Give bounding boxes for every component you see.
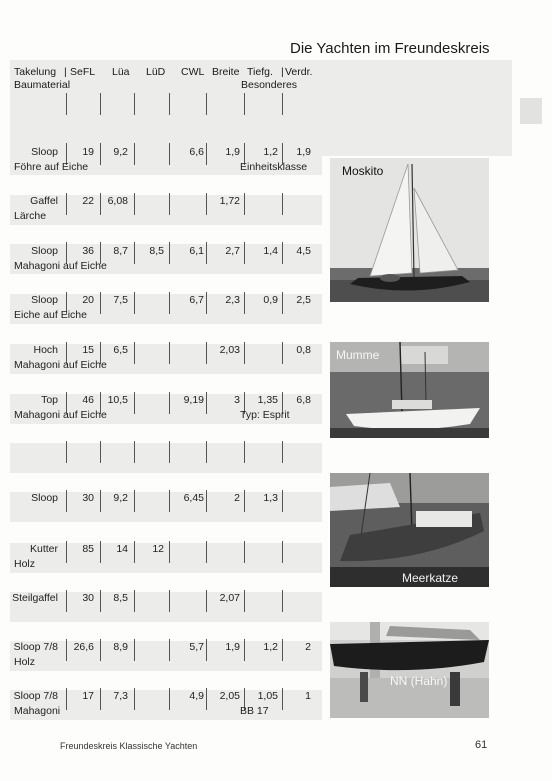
cell-sefl: 30 bbox=[82, 592, 94, 604]
column-divider bbox=[206, 93, 207, 115]
cell-takelung: Top bbox=[41, 394, 58, 406]
column-divider bbox=[206, 441, 207, 463]
cell-tiefg: 1,05 bbox=[257, 690, 278, 702]
cell-lud: 8,5 bbox=[149, 245, 164, 257]
column-divider bbox=[66, 541, 67, 563]
column-divider bbox=[206, 143, 207, 165]
cell-baumaterial: Holz bbox=[14, 558, 36, 570]
column-divider bbox=[134, 639, 135, 661]
cell-cwl: 6,1 bbox=[189, 245, 204, 257]
cell-lua: 6,5 bbox=[113, 344, 128, 356]
cell-sefl: 20 bbox=[82, 294, 94, 306]
column-divider bbox=[244, 242, 245, 264]
column-divider bbox=[244, 93, 245, 115]
column-divider bbox=[169, 342, 170, 364]
row-band bbox=[10, 95, 322, 125]
cell-lua: 8,9 bbox=[113, 641, 128, 653]
column-divider bbox=[282, 639, 283, 661]
column-divider bbox=[206, 342, 207, 364]
column-divider bbox=[206, 193, 207, 215]
column-divider bbox=[66, 639, 67, 661]
photo-caption-nn-hahn: NN (Hahn) bbox=[390, 674, 448, 688]
cell-baumaterial: Mahagoni auf Eiche bbox=[14, 359, 107, 371]
column-divider bbox=[134, 392, 135, 414]
cell-baumaterial: Mahagoni auf Eiche bbox=[14, 260, 107, 272]
column-divider bbox=[206, 292, 207, 314]
column-divider bbox=[282, 342, 283, 364]
cell-sefl: 17 bbox=[82, 690, 94, 702]
cell-takelung: Sloop bbox=[31, 492, 58, 504]
cell-breite: 3 bbox=[234, 394, 240, 406]
column-divider bbox=[169, 590, 170, 612]
column-divider bbox=[244, 441, 245, 463]
column-divider bbox=[100, 441, 101, 463]
footer-publisher: Freundeskreis Klassische Yachten bbox=[60, 741, 198, 751]
photo-caption-mumme: Mumme bbox=[336, 348, 380, 362]
column-divider bbox=[244, 342, 245, 364]
cell-sefl: 30 bbox=[82, 492, 94, 504]
column-divider bbox=[282, 93, 283, 115]
cell-verdr: 6,8 bbox=[296, 394, 311, 406]
cell-baumaterial: Mahagoni bbox=[14, 705, 61, 717]
cell-takelung: Sloop bbox=[31, 294, 58, 306]
cell-takelung: Sloop bbox=[31, 245, 58, 257]
column-divider bbox=[282, 541, 283, 563]
cell-breite: 2,7 bbox=[225, 245, 240, 257]
column-divider bbox=[244, 292, 245, 314]
column-divider bbox=[66, 590, 67, 612]
cell-breite: 1,9 bbox=[225, 641, 240, 653]
cell-lua: 8,7 bbox=[113, 245, 128, 257]
column-divider bbox=[100, 688, 101, 710]
cell-baumaterial: Lärche bbox=[14, 210, 47, 222]
column-divider bbox=[134, 93, 135, 115]
column-divider bbox=[169, 490, 170, 512]
column-divider bbox=[244, 639, 245, 661]
cell-verdr: 4,5 bbox=[296, 245, 311, 257]
cell-cwl: 6,7 bbox=[189, 294, 204, 306]
cell-cwl: 6,45 bbox=[183, 492, 204, 504]
col-header-breite: Breite bbox=[212, 66, 240, 78]
column-divider bbox=[169, 392, 170, 414]
col-header-lud: LüD bbox=[146, 66, 166, 78]
cell-lua: 9,2 bbox=[113, 492, 128, 504]
col-header-lua: Lüa bbox=[112, 66, 130, 78]
column-divider bbox=[244, 490, 245, 512]
cell-takelung: Gaffel bbox=[30, 195, 58, 207]
col-header-tiefg: Tiefg. bbox=[247, 66, 273, 78]
col-header-besonderes: Besonderes bbox=[241, 79, 298, 91]
cell-verdr: 2,5 bbox=[296, 294, 311, 306]
cell-breite: 2,07 bbox=[219, 592, 240, 604]
page-number: 61 bbox=[475, 739, 488, 751]
cell-baumaterial: Holz bbox=[14, 656, 36, 668]
column-divider bbox=[134, 688, 135, 710]
column-divider bbox=[100, 590, 101, 612]
column-divider bbox=[100, 490, 101, 512]
cell-breite: 2 bbox=[234, 492, 240, 504]
column-divider bbox=[282, 292, 283, 314]
column-divider bbox=[134, 193, 135, 215]
cell-besonderes: BB 17 bbox=[240, 705, 269, 717]
column-divider bbox=[169, 143, 170, 165]
col-header-sefl: SeFL bbox=[70, 66, 96, 78]
cell-tiefg: 1,35 bbox=[257, 394, 278, 406]
column-divider bbox=[66, 193, 67, 215]
column-divider bbox=[169, 193, 170, 215]
column-divider bbox=[134, 342, 135, 364]
cell-tiefg: 0,9 bbox=[263, 294, 278, 306]
column-divider bbox=[282, 193, 283, 215]
cell-sefl: 26,6 bbox=[73, 641, 94, 653]
column-divider bbox=[100, 93, 101, 115]
cell-sefl: 85 bbox=[82, 543, 94, 555]
column-divider bbox=[206, 242, 207, 264]
cell-lua: 10,5 bbox=[107, 394, 128, 406]
cell-tiefg: 1,2 bbox=[263, 146, 278, 158]
cell-verdr: 1 bbox=[305, 690, 311, 702]
cell-breite: 2,03 bbox=[219, 344, 240, 356]
cell-sefl: 22 bbox=[82, 195, 94, 207]
cell-lua: 8,5 bbox=[113, 592, 128, 604]
column-divider bbox=[206, 590, 207, 612]
cell-sefl: 46 bbox=[82, 394, 94, 406]
column-divider bbox=[169, 688, 170, 710]
cell-lua: 9,2 bbox=[113, 146, 128, 158]
cell-lua: 7,3 bbox=[113, 690, 128, 702]
column-divider bbox=[282, 688, 283, 710]
cell-tiefg: 1,3 bbox=[263, 492, 278, 504]
col-header-divider-2: | bbox=[281, 66, 284, 78]
column-divider bbox=[282, 490, 283, 512]
cell-baumaterial: Eiche auf Eiche bbox=[14, 309, 87, 321]
cell-tiefg: 1,4 bbox=[263, 245, 278, 257]
cell-cwl: 5,7 bbox=[189, 641, 204, 653]
cell-verdr: 1,9 bbox=[296, 146, 311, 158]
photo-caption-meerkatze: Meerkatze bbox=[402, 571, 459, 585]
column-divider bbox=[206, 688, 207, 710]
photo-nn-hahn bbox=[330, 622, 489, 718]
column-divider bbox=[100, 143, 101, 165]
cell-breite: 1,9 bbox=[225, 146, 240, 158]
photo-moskito bbox=[330, 158, 489, 302]
column-divider bbox=[206, 392, 207, 414]
cell-takelung: Sloop bbox=[31, 146, 58, 158]
column-divider bbox=[244, 590, 245, 612]
col-header-baumaterial: Baumaterial bbox=[14, 79, 71, 91]
col-header-cwl: CWL bbox=[181, 66, 205, 78]
column-divider bbox=[66, 441, 67, 463]
cell-besonderes: Einheitsklasse bbox=[240, 161, 308, 173]
cell-lua: 6,08 bbox=[107, 195, 128, 207]
cell-tiefg: 1,2 bbox=[263, 641, 278, 653]
column-divider bbox=[282, 590, 283, 612]
cell-breite: 2,05 bbox=[219, 690, 240, 702]
cell-breite: 2,3 bbox=[225, 294, 240, 306]
column-divider bbox=[100, 639, 101, 661]
cell-takelung: Sloop 7/8 bbox=[13, 690, 58, 702]
column-divider bbox=[169, 441, 170, 463]
page-title: Die Yachten im Freundeskreis bbox=[290, 40, 490, 57]
column-divider bbox=[169, 242, 170, 264]
col-header-takelung: Takelung bbox=[14, 66, 57, 78]
col-header-divider: | bbox=[64, 66, 67, 78]
cell-cwl: 4,9 bbox=[189, 690, 204, 702]
cell-lua: 14 bbox=[116, 543, 128, 555]
cell-baumaterial: Mahagoni auf Eiche bbox=[14, 409, 107, 421]
column-divider bbox=[169, 639, 170, 661]
cell-sefl: 15 bbox=[82, 344, 94, 356]
page-edge-mark bbox=[520, 98, 542, 124]
column-divider bbox=[134, 490, 135, 512]
column-divider bbox=[134, 242, 135, 264]
cell-verdr: 0,8 bbox=[296, 344, 311, 356]
photo-caption-moskito: Moskito bbox=[342, 164, 384, 178]
cell-sefl: 19 bbox=[82, 146, 94, 158]
column-divider bbox=[134, 292, 135, 314]
column-divider bbox=[134, 590, 135, 612]
cell-breite: 1,72 bbox=[219, 195, 240, 207]
photo-mumme bbox=[330, 342, 489, 438]
column-divider bbox=[100, 292, 101, 314]
cell-takelung: Sloop 7/8 bbox=[13, 641, 58, 653]
column-divider bbox=[66, 490, 67, 512]
column-divider bbox=[100, 541, 101, 563]
column-divider bbox=[169, 93, 170, 115]
column-divider bbox=[282, 441, 283, 463]
column-divider bbox=[244, 193, 245, 215]
column-divider bbox=[169, 541, 170, 563]
column-divider bbox=[66, 93, 67, 115]
cell-cwl: 9,19 bbox=[183, 394, 204, 406]
column-divider bbox=[244, 541, 245, 563]
column-divider bbox=[206, 639, 207, 661]
column-divider bbox=[134, 441, 135, 463]
cell-takelung: Steilgaffel bbox=[12, 592, 58, 604]
column-divider bbox=[169, 292, 170, 314]
column-divider bbox=[206, 490, 207, 512]
cell-lud: 12 bbox=[152, 543, 164, 555]
column-divider bbox=[206, 541, 207, 563]
row-band bbox=[10, 443, 322, 473]
column-divider bbox=[66, 688, 67, 710]
cell-verdr: 2 bbox=[305, 641, 311, 653]
cell-takelung: Kutter bbox=[29, 543, 58, 555]
cell-lua: 7,5 bbox=[113, 294, 128, 306]
photo-meerkatze bbox=[330, 473, 489, 587]
column-divider bbox=[134, 541, 135, 563]
column-divider bbox=[282, 242, 283, 264]
cell-sefl: 36 bbox=[82, 245, 94, 257]
column-divider bbox=[134, 143, 135, 165]
column-divider bbox=[100, 193, 101, 215]
cell-cwl: 6,6 bbox=[189, 146, 204, 158]
col-header-verdr: Verdr. bbox=[285, 66, 313, 78]
cell-besonderes: Typ: Esprit bbox=[240, 409, 290, 421]
cell-takelung: Hoch bbox=[33, 344, 58, 356]
cell-baumaterial: Föhre auf Eiche bbox=[14, 161, 89, 173]
